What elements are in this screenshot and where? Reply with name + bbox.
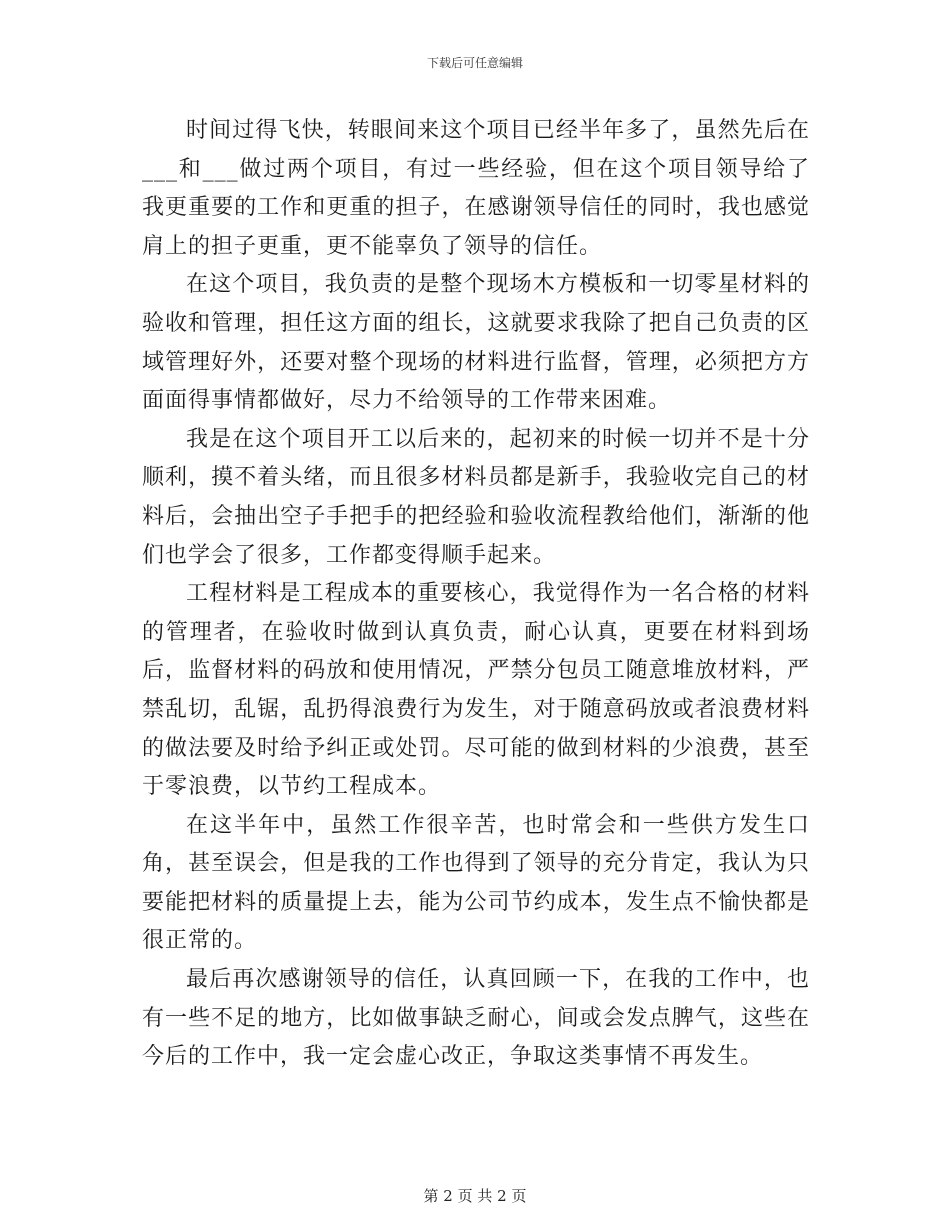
paragraph-2: 在这个项目，我负责的是整个现场木方模板和一切零星材料的验收和管理，担任这方面的组长，这就要求我除了把自己负责的区域管理好外，还要对整个现场的材料进行监督，管理，必须把方方面面得事情都做好，尽力不给领导的工作带来困难。 xyxy=(142,272,810,414)
paragraph-5: 在这半年中，虽然工作很辛苦，也时常会和一些供方发生口角，甚至误会，但是我的工作也得到了领导的充分肯定，我认为只要能把材料的质量提上去，能为公司节约成本，发生点不愉快都是很正常的。 xyxy=(142,812,810,954)
paragraph-1: 时间过得飞快，转眼间来这个项目已经半年多了，虽然先后在___和___做过两个项目，有过一些经验，但在这个项目领导给了我更重要的工作和更重的担子，在感谢领导信任的同时，我也感觉肩上的担子更重，更不能辜负了领导的信任。 xyxy=(142,118,810,259)
paragraph-4: 工程材料是工程成本的重要核心，我觉得作为一名合格的材料的管理者，在验收时做到认真负责，耐心认真，更要在材料到场后，监督材料的码放和使用情况，严禁分包员工随意堆放材料，严禁乱切，乱锯，乱扔得浪费行为发生，对于随意码放或者浪费材料的做法要及时给予纠正或处罚。尽可能的做到材料的少浪费，甚至于零浪费，以节约工程成本。 xyxy=(142,581,810,800)
paragraph-3: 我是在这个项目开工以后来的，起初来的时候一切并不是十分顺利，摸不着头绪，而且很多材料员都是新手，我验收完自己的材料后，会抽出空子手把手的把经验和验收流程教给他们，渐渐的他们也学会了很多，工作都变得顺手起来。 xyxy=(142,426,810,568)
page-footer: 第 2 页 共 2 页 xyxy=(423,1187,527,1205)
paragraph-6: 最后再次感谢领导的信任，认真回顾一下，在我的工作中，也有一些不足的地方，比如做事缺乏耐心，间或会发点脾气，这些在今后的工作中，我一定会虚心改正，争取这类事情不再发生。 xyxy=(142,967,810,1070)
page-header: 下载后可任意编辑 xyxy=(426,56,523,70)
document-body xyxy=(142,112,810,1077)
